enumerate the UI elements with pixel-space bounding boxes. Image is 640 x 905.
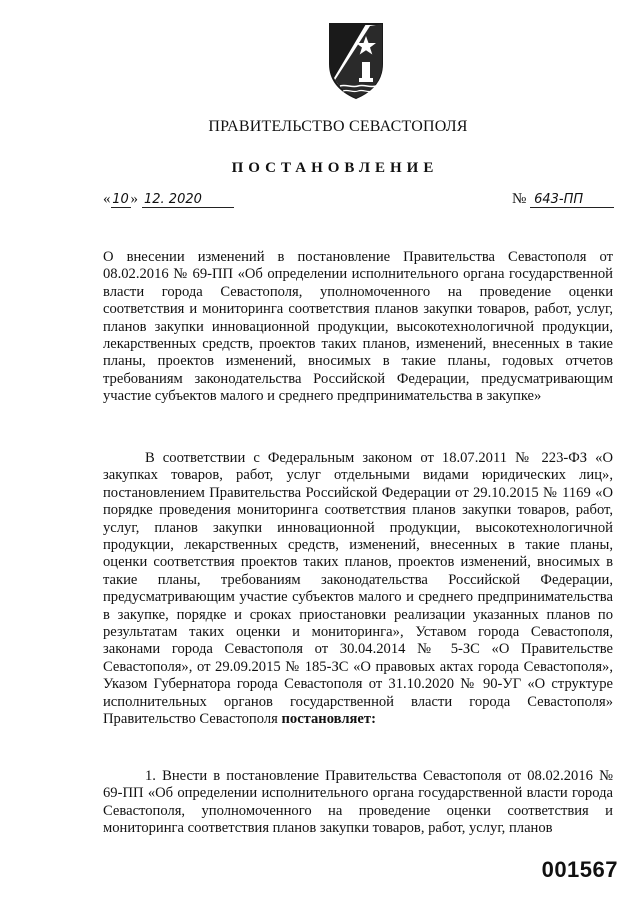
- date-day: 10: [112, 192, 129, 207]
- document-subject: О внесении изменений в постановление Правительства Севастополя от 08.02.2016 № 69-ПП «Об определении исполнительного органа государственной власти города Севастополя, уполномоченного на проведение оценки соответствия и мониторинга соответствия планов закупки товаров, работ, услуг, планов закупки инновационной продукции, высокотехнологичной продукции, лекарственных средств, проектов таких планов, изменений, внесенных в такие планы, проектов изменений, вносимых в такие планы, годовых отчетов требованиям законодательства Российской Федерации, предусматривающим участие субъектов малого и среднего предпринимательства в закупке»: [103, 249, 613, 405]
- number-sign: №: [512, 191, 527, 207]
- document-date: [103, 191, 253, 208]
- document-type-heading: ПОСТАНОВЛЕНИЕ: [231, 160, 439, 176]
- government-title: ПРАВИТЕЛЬСТВО СЕВАСТОПОЛЯ: [208, 118, 468, 135]
- sevastopol-coat-of-arms-icon: [326, 18, 386, 100]
- date-close-quote: »: [130, 191, 138, 207]
- preamble-paragraph: [103, 450, 613, 729]
- page-stamp-number: 001567: [541, 857, 618, 882]
- document-number: [512, 191, 614, 208]
- decree-word: постановляет:: [281, 711, 376, 728]
- date-open-quote: «: [103, 191, 111, 207]
- number-value: 643-ПП: [530, 192, 614, 208]
- date-month-year: 12. 2020: [142, 192, 234, 208]
- point-1-paragraph: 1. Внести в постановление Правительства Севастополя от 08.02.2016 № 69-ПП «Об определении исполнительного органа государственной власти города Севастополя, уполномоченного на проведение оценки соответствия и мониторинга соответствия планов закупки товаров, работ, услуг, планов: [103, 768, 613, 837]
- preamble-text: В соответствии с Федеральным законом от 18.07.2011 № 223-ФЗ «О закупках товаров, работ, услуг отдельными видами юридических лиц», постановлением Правительства Российской Федерации от 29.10.2015 № 1169 «О порядке проведения мониторинга соответствия планов закупки товаров, работ, услуг, планов закупки инновационной продукции, высокотехнологичной продукции, лекарственных средств, изменений, внесенных в такие планы, оценки соответствия проектов таких планов, проектов изменений, вносимых в такие планы, требованиям законодательства Российской Федерации, предусматривающим участие субъектов малого и среднего предпринимательства в закупке, порядке и сроках приостановки реализации указанных планов по результатам таких оценки и мониторинга», Уставом города Севастополя, законами города Севастополя от 30.04.2014 № 5-ЗС «О Правительстве Севастополя», от 29.09.2015 № 185-ЗС «О правовых актах города Севастополя», Указом Губернатора города Севастополя от 31.10.2020 № 90-УГ «О структуре исполнительных органов государственной власти города Севастополя» Правительство Севастополя: [103, 450, 613, 728]
